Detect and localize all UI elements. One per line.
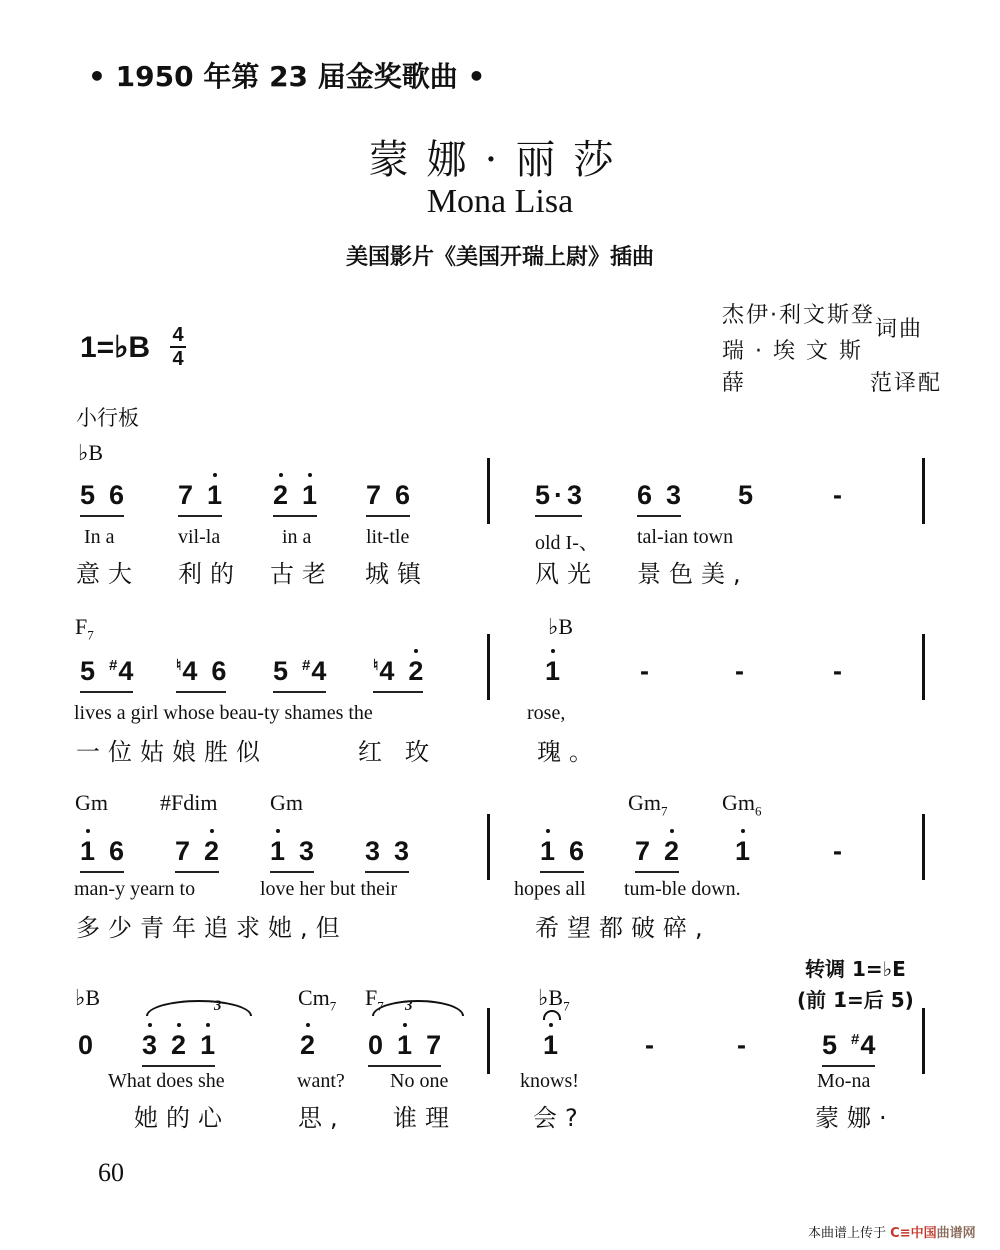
lyric-chinese: 红 xyxy=(358,738,390,766)
note: 5 xyxy=(80,480,96,510)
dash-extension: - xyxy=(640,656,649,686)
note-group xyxy=(270,836,314,873)
natural-icon: ♮ xyxy=(373,657,379,674)
lyric-chinese: 会? xyxy=(533,1104,586,1132)
note: 1 xyxy=(80,836,96,866)
note: 1 xyxy=(207,480,223,510)
sharp-icon: # xyxy=(302,657,311,674)
bar-line xyxy=(922,814,925,880)
note: 1 xyxy=(270,836,286,866)
watermark-text: 本曲谱上传于 xyxy=(808,1226,887,1241)
key-signature: 1=♭B xyxy=(80,331,151,364)
lyric-english: want? xyxy=(297,1070,345,1092)
note: 7 xyxy=(175,836,191,866)
note: ♮4 xyxy=(176,656,198,686)
dash-extension: - xyxy=(645,1030,654,1060)
dash-extension: - xyxy=(833,480,842,510)
chord-symbol xyxy=(78,440,103,469)
chord-name: Gm xyxy=(270,790,303,815)
dash-extension: - xyxy=(833,656,842,686)
watermark-brand: 中国 xyxy=(910,1226,937,1241)
chord-extension: 7 xyxy=(377,998,384,1014)
chord-name: F xyxy=(75,614,88,639)
note: 1 xyxy=(540,836,556,866)
modulation-note: (前 1̇=后 5) xyxy=(797,988,914,1012)
note-group xyxy=(373,656,423,693)
lyric-english: What does she xyxy=(108,1070,225,1092)
note: 3 xyxy=(567,480,583,510)
credit-line xyxy=(722,334,863,365)
note: 7 xyxy=(366,480,382,510)
note: 6 xyxy=(109,480,125,510)
note: 0 xyxy=(78,1030,94,1060)
watermark-brand: 曲谱网 xyxy=(936,1226,976,1241)
bar-line xyxy=(487,814,490,880)
lyric-english: hopes all xyxy=(514,878,586,900)
note-group xyxy=(175,836,219,873)
note: 5 xyxy=(80,656,96,686)
note: 6 xyxy=(395,480,411,510)
chord-name: Gm xyxy=(75,790,108,815)
dash-extension: - xyxy=(833,836,842,866)
sharp-icon: # xyxy=(851,1031,860,1048)
chord-symbol xyxy=(722,790,762,819)
note-group xyxy=(737,1030,746,1065)
time-signature xyxy=(170,325,186,369)
chord-name: Gm xyxy=(628,790,661,815)
note: 7 xyxy=(178,480,194,510)
note: 3 xyxy=(365,836,381,866)
note-group xyxy=(645,1030,654,1065)
lyric-english: No one xyxy=(390,1070,449,1092)
chord-symbol xyxy=(75,790,108,819)
lyric-chinese: 谁理 xyxy=(393,1104,457,1132)
chord-name: ♭B xyxy=(75,985,101,1010)
lyric-english: tal-ian town xyxy=(637,526,734,548)
note: 1 xyxy=(545,656,561,686)
note: 7 xyxy=(426,1030,442,1060)
modulation-label: 转调 1=♭E xyxy=(805,957,906,981)
note-group xyxy=(80,836,124,873)
note: 1 xyxy=(735,836,751,866)
lyric-english: in a xyxy=(282,526,312,548)
note-group xyxy=(178,480,222,517)
chord-name: ♭B xyxy=(78,440,104,465)
chord-symbol xyxy=(75,614,94,643)
lyric-chinese: 瑰。 xyxy=(537,738,601,766)
natural-icon: ♮ xyxy=(176,657,182,674)
note-group xyxy=(80,480,124,517)
bar-line xyxy=(922,458,925,524)
note-group xyxy=(735,836,750,871)
credit-name: 瑞 · 埃 文 斯 xyxy=(722,339,863,364)
chord-name: Cm xyxy=(298,985,330,1010)
lyric-english: rose, xyxy=(527,702,566,724)
note-group xyxy=(833,836,842,871)
note: #4 xyxy=(109,656,134,686)
lyric-chinese: 城镇 xyxy=(365,560,429,588)
lyric-english: lit-tle xyxy=(366,526,410,548)
note-group xyxy=(368,1030,441,1067)
lyric-chinese: 多少青年追求她,但 xyxy=(76,914,348,942)
note-group xyxy=(640,656,649,691)
note: 1 xyxy=(302,480,318,510)
lyric-english: old I-、 xyxy=(535,532,599,554)
chord-extension: 7 xyxy=(329,998,337,1014)
note: 6 xyxy=(211,656,227,686)
chord-symbol xyxy=(160,790,217,819)
lyric-chinese: 景色美, xyxy=(637,560,749,588)
lyric-english: Mo-na xyxy=(817,1070,871,1092)
lyric-english: In a xyxy=(84,526,115,548)
note: ♮4 xyxy=(373,656,395,686)
note: 0 xyxy=(368,1030,384,1060)
note: 5 xyxy=(738,480,754,510)
note-group xyxy=(543,1030,558,1065)
note: 6 xyxy=(109,836,125,866)
chord-name: Gm xyxy=(722,790,755,815)
note-group xyxy=(80,656,133,693)
note-group xyxy=(635,836,679,873)
note-group xyxy=(637,480,681,517)
note: 2 xyxy=(171,1030,187,1060)
note: 7 xyxy=(635,836,651,866)
note: 2 xyxy=(664,836,680,866)
bar-line xyxy=(922,634,925,700)
note: 1 xyxy=(543,1030,559,1060)
time-bottom: 4 xyxy=(172,348,184,370)
series-header: • 1950 年第 23 届金奖歌曲 • xyxy=(88,60,486,93)
note: #4 xyxy=(302,656,327,686)
lyric-chinese: 风光 xyxy=(535,560,599,588)
note-group xyxy=(273,480,317,517)
dash-extension: - xyxy=(737,1030,746,1060)
lyric-chinese: 思, xyxy=(298,1104,346,1132)
note: · xyxy=(554,480,564,510)
chord-symbol xyxy=(75,985,100,1014)
note: 3 xyxy=(299,836,315,866)
note-group xyxy=(300,1030,315,1065)
lyric-english: lives a girl whose beau-ty shames the xyxy=(74,702,373,724)
credit-role: 词曲 xyxy=(875,317,924,342)
note-group xyxy=(735,656,744,691)
note: 3 xyxy=(394,836,410,866)
credit-line xyxy=(722,366,943,397)
chord-symbol xyxy=(628,790,668,819)
chord-name: F xyxy=(365,985,378,1010)
chord-extension: 7 xyxy=(87,627,94,643)
note-group xyxy=(142,1030,215,1067)
note-group xyxy=(833,480,842,515)
lyric-english: love her but their xyxy=(260,878,398,900)
watermark xyxy=(808,1222,976,1241)
lyric-english: man-y yearn to xyxy=(74,878,196,900)
song-title-en: Mona Lisa xyxy=(426,183,574,220)
page-number: 60 xyxy=(98,1158,124,1187)
lyric-chinese: 意大 xyxy=(76,560,140,588)
triplet-mark: 3 xyxy=(405,998,413,1014)
note: 3 xyxy=(666,480,682,510)
chord-extension: 6 xyxy=(755,803,762,819)
note: 1 xyxy=(200,1030,216,1060)
credit-role: 范译配 xyxy=(870,371,943,396)
triplet-slur xyxy=(372,1000,464,1016)
note-group xyxy=(366,480,410,517)
note-group xyxy=(365,836,409,873)
note: 3 xyxy=(142,1030,158,1060)
note-group xyxy=(273,656,326,693)
note-group xyxy=(176,656,226,693)
sharp-icon: # xyxy=(109,657,118,674)
lyric-chinese: 一位姑娘胜似 xyxy=(76,738,268,766)
lyric-chinese: 玫 xyxy=(405,738,437,766)
chord-name: #Fdim xyxy=(160,790,218,815)
lyric-chinese: 希望都破碎, xyxy=(535,914,711,942)
bar-line xyxy=(922,1008,925,1074)
triplet-mark: 3 xyxy=(214,998,222,1014)
song-subtitle: 美国影片《美国开瑞上尉》插曲 xyxy=(345,245,654,270)
lyric-chinese: 她的心 xyxy=(134,1104,230,1132)
credit-name: 杰伊·利文斯登 xyxy=(722,303,875,328)
lyric-english: tum-ble down. xyxy=(624,878,741,900)
note: 5 xyxy=(535,480,551,510)
dash-extension: - xyxy=(735,656,744,686)
bar-line xyxy=(487,634,490,700)
bar-line xyxy=(487,458,490,524)
credit-line xyxy=(722,298,924,342)
triplet-slur xyxy=(146,1000,252,1016)
lyric-chinese: 古老 xyxy=(270,560,334,588)
bar-line xyxy=(487,1008,490,1074)
lyric-english: knows! xyxy=(520,1070,579,1092)
chord-name: ♭B xyxy=(548,614,574,639)
note-group xyxy=(545,656,560,691)
note: 1 xyxy=(397,1030,413,1060)
note: 2 xyxy=(273,480,289,510)
note-group xyxy=(78,1030,93,1065)
lyric-chinese: 蒙娜· xyxy=(815,1104,895,1132)
watermark-logo: C≡ xyxy=(890,1226,911,1241)
lyric-chinese: 利的 xyxy=(178,560,242,588)
time-top: 4 xyxy=(172,324,184,346)
chord-name: ♭B xyxy=(538,985,564,1010)
note: 6 xyxy=(637,480,653,510)
note-group xyxy=(833,656,842,691)
chord-symbol xyxy=(270,790,303,819)
chord-extension: 7 xyxy=(661,803,668,819)
note-group xyxy=(822,1030,875,1067)
note-group xyxy=(540,836,584,873)
chord-extension: 7 xyxy=(563,998,570,1014)
lyric-english: vil-la xyxy=(178,526,221,548)
note: 5 xyxy=(273,656,289,686)
chord-symbol xyxy=(298,985,336,1014)
note: 2 xyxy=(204,836,220,866)
note: 6 xyxy=(569,836,585,866)
song-title-zh: 蒙娜·丽莎 xyxy=(368,137,632,183)
note: 5 xyxy=(822,1030,838,1060)
note: #4 xyxy=(851,1030,876,1060)
note: 2 xyxy=(300,1030,316,1060)
note: 2 xyxy=(408,656,424,686)
chord-symbol xyxy=(548,614,573,643)
note-group xyxy=(535,480,582,517)
note-group xyxy=(738,480,753,515)
credit-name: 薛 xyxy=(722,371,747,396)
tempo-marking: 小行板 xyxy=(76,406,139,430)
